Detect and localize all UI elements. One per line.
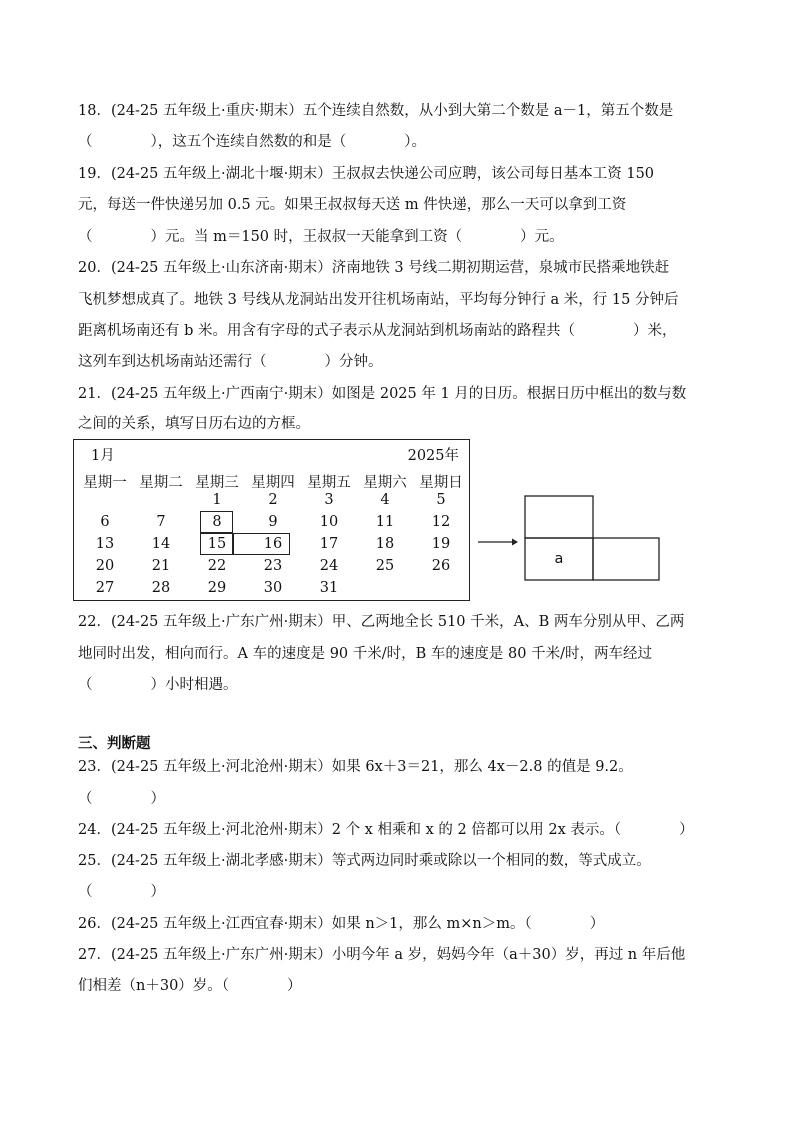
calendar-day: 14 (151, 536, 171, 552)
calendar-day-highlighted: 8 (212, 514, 222, 530)
arrow-right-icon (478, 537, 518, 547)
q27-line-1: 27．(24-25 五年级上·广东广州·期末）小明今年 a 岁，妈妈今年（a＋30）岁，再过 n 年后他 (78, 947, 686, 963)
weekday-mon: 星期一 (83, 475, 127, 491)
q18-line-1: 18．(24-25 五年级上·重庆·期末）五个连续自然数，从小到大第二个数是 a－1，第五个数是 (78, 103, 674, 119)
weekday-wed: 星期三 (195, 475, 239, 491)
calendar-day: 1 (212, 492, 222, 508)
calendar-day: 25 (375, 558, 395, 574)
calendar-figure (73, 439, 470, 601)
weekday-sat: 星期六 (363, 475, 407, 491)
calendar-day: 20 (95, 558, 115, 574)
calendar-day: 7 (156, 514, 166, 530)
calendar-day: 5 (436, 492, 446, 508)
q20-line-2: 飞机梦想成真了。地铁 3 号线从龙洞站出发开往机场南站，平均每分钟行 a 米，行 15 分钟后 (78, 292, 679, 308)
calendar-day: 11 (375, 514, 395, 530)
q23-line-2: （ ） (78, 791, 165, 807)
calendar-day: 26 (431, 558, 451, 574)
calendar-day-highlighted: 16 (263, 536, 283, 552)
calendar-year: 2025年 (407, 448, 459, 464)
calendar-day: 29 (207, 580, 227, 596)
calendar-day: 13 (95, 536, 115, 552)
q18-line-2: （ ），这五个连续自然数的和是（ ）。 (78, 134, 426, 150)
calendar-month: 1月 (91, 448, 115, 464)
calendar-day: 22 (207, 558, 227, 574)
q26-line-1: 26．(24-25 五年级上·江西宜春·期末）如果 n＞1，那么 m×n＞m。（ ） (78, 916, 605, 932)
q20-line-4: 这列车到达机场南站还需行（ ）分钟。 (78, 354, 383, 370)
q19-line-3: （ ）元。当 m＝150 时，王叔叔一天能拿到工资（ ）元。 (78, 229, 564, 245)
calendar-day: 21 (151, 558, 171, 574)
highlight-box-8 (200, 511, 233, 533)
calendar-day: 10 (319, 514, 339, 530)
weekday-fri: 星期五 (307, 475, 351, 491)
q24-line-1: 24．(24-25 五年级上·河北沧州·期末）2 个 x 相乘和 x 的 2 倍都可以用 2x 表示。（ ） (78, 822, 694, 838)
q23-line-1: 23．(24-25 五年级上·河北沧州·期末）如果 6x＋3＝21，那么 4x－2.8 的值是 9.2。 (78, 759, 633, 775)
calendar-day: 31 (319, 580, 339, 596)
q25-line-2: （ ） (78, 884, 165, 900)
calendar-day: 18 (375, 536, 395, 552)
calendar-day: 9 (268, 514, 278, 530)
calendar-day: 19 (431, 536, 451, 552)
q19-line-2: 元，每送一件快递另加 0.5 元。如果王叔叔每天送 m 件快递，那么一天可以拿到工资 (78, 197, 627, 213)
calendar-day: 23 (263, 558, 283, 574)
q21-line-1: 21．(24-25 五年级上·广西南宁·期末）如图是 2025 年 1 月的日历。根据日历中框出的数与数 (78, 386, 687, 402)
calendar-day: 30 (263, 580, 283, 596)
section-heading: 三、判断题 (78, 735, 151, 752)
calendar-day: 17 (319, 536, 339, 552)
q22-line-2: 地同时出发，相向而行。A 车的速度是 90 千米/时，B 车的速度是 80 千米/时，两车经过 (78, 646, 652, 662)
q21-line-2: 之间的关系，填写日历右边的方框。 (78, 416, 310, 432)
calendar-day: 6 (100, 514, 110, 530)
q20-line-1: 20．(24-25 五年级上·山东济南·期末）济南地铁 3 号线二期初期运营，泉城市民搭乘地铁赶 (78, 260, 670, 276)
q20-line-3: 距离机场南还有 b 米。用含有字母的式子表示从龙洞站到机场南站的路程共（ ）米， (78, 323, 677, 339)
calendar-day: 28 (151, 580, 171, 596)
q27-line-2: 们相差（n＋30）岁。（ ） (78, 978, 302, 994)
highlight-box-16 (233, 533, 290, 555)
weekday-sun: 星期日 (419, 475, 463, 491)
calendar-day: 27 (95, 580, 115, 596)
highlight-box-15 (200, 533, 233, 555)
weekday-thu: 星期四 (251, 475, 295, 491)
calendar-day: 24 (319, 558, 339, 574)
q25-line-1: 25．(24-25 五年级上·湖北孝感·期末）等式两边同时乘或除以一个相同的数，等式成立。 (78, 853, 651, 869)
calendar-day: 12 (431, 514, 451, 530)
q22-line-3: （ ）小时相遇。 (78, 677, 238, 693)
q19-line-1: 19．(24-25 五年级上·湖北十堰·期末）王叔叔去快递公司应聘，该公司每日基本工资 150 (78, 166, 655, 182)
weekday-tue: 星期二 (139, 475, 183, 491)
q22-line-1: 22．(24-25 五年级上·广东广州·期末）甲、乙两地全长 510 千米，A、B 两车分别从甲、乙两 (78, 614, 685, 630)
calendar-day: 2 (268, 492, 278, 508)
calendar-day: 3 (324, 492, 334, 508)
calendar-day-highlighted: 15 (207, 536, 227, 552)
answer-grid-label: a (554, 551, 564, 567)
calendar-day: 4 (380, 492, 390, 508)
